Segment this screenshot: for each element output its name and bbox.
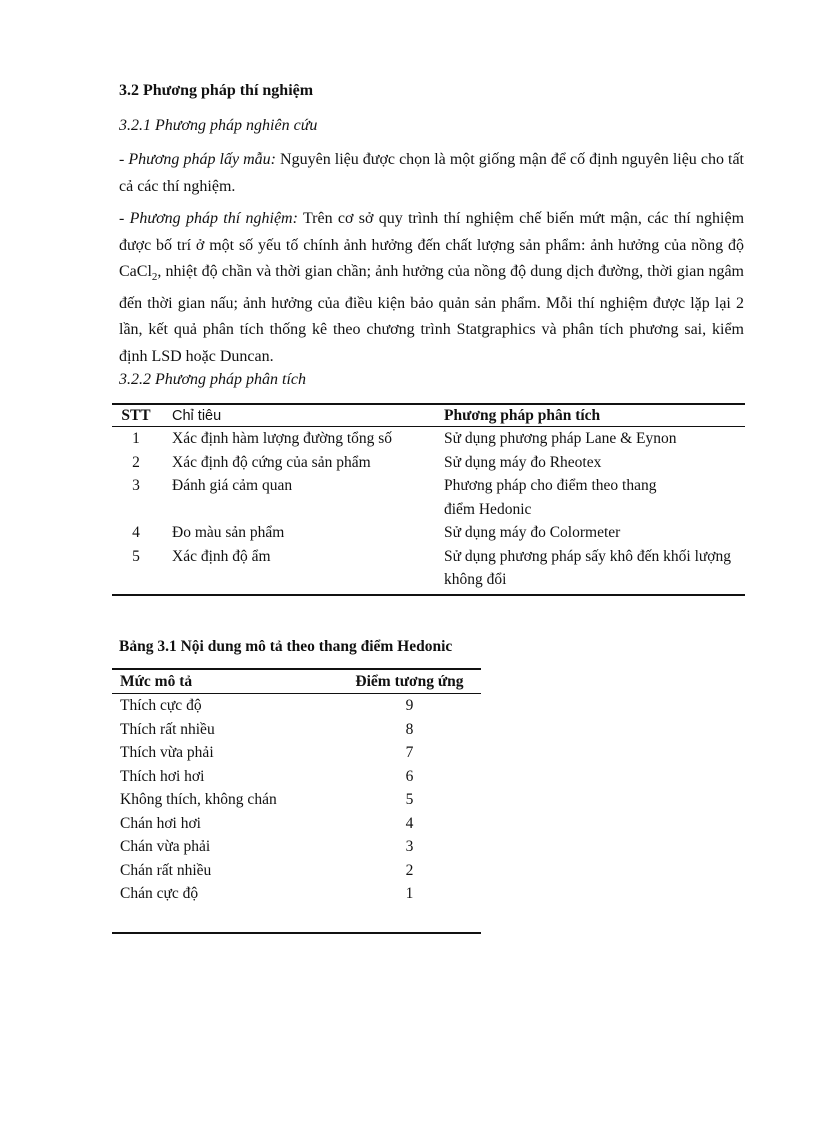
table-row — [112, 882, 481, 906]
table-row — [112, 521, 745, 545]
row-score: 3 — [405, 838, 414, 855]
row-method: Sử dụng phương pháp sấy khô đến khối lượng không đổi — [440, 545, 745, 595]
row-level: Thích cực độ — [120, 697, 202, 714]
experiment-method-paragraph — [119, 206, 744, 370]
row-criteria: Đánh giá cảm quan — [172, 477, 293, 494]
header-score: Điểm tương ứng — [338, 669, 481, 694]
row-level: Thích vừa phải — [120, 744, 214, 761]
sampling-method-paragraph — [119, 147, 744, 200]
table-row — [112, 859, 481, 883]
row-criteria: Đo màu sản phẩm — [172, 524, 285, 541]
table-row — [112, 545, 745, 595]
table-row — [112, 812, 481, 836]
row-level: Không thích, không chán — [120, 791, 277, 808]
row-level: Thích hơi hơi — [120, 767, 205, 785]
table-row — [112, 718, 481, 742]
experiment-method-text-2: , nhiệt độ chần và thời gian chần; ảnh hưởng của nồng độ dung dịch đường, thời gian ngâm đến thời gian nấu; ảnh hưởng của điều kiện bảo quản sản phẩm. Mỗi thí nghiệm được lặp lại 2 lần, kết quả phân tích thống kê theo chương trình Statgraphics và phân tích phương sai, kiểm định LSD hoặc Duncan. — [119, 263, 744, 365]
table-bottom-rule — [112, 906, 481, 933]
row-score: 9 — [405, 697, 414, 714]
table-row — [112, 741, 481, 765]
row-stt: 2 — [132, 453, 140, 471]
table-row — [112, 474, 745, 521]
experiment-method-label: - Phương pháp thí nghiệm: — [119, 210, 298, 227]
table-row — [112, 835, 481, 859]
row-method: Sử dụng phương pháp Lane & Eynon — [444, 430, 677, 447]
table-bottom-spacer-right — [338, 906, 481, 933]
table-row — [112, 694, 481, 718]
table-header-row — [112, 404, 745, 427]
row-score: 8 — [405, 720, 414, 738]
table-header-row — [112, 669, 481, 694]
header-method: Phương pháp phân tích — [440, 404, 745, 427]
table-bottom-spacer-left — [112, 906, 338, 933]
row-level: Chán vừa phải — [120, 838, 211, 855]
row-score: 7 — [405, 744, 414, 761]
analysis-method-table — [112, 403, 745, 596]
row-score: 1 — [405, 885, 414, 902]
header-level: Mức mô tả — [112, 669, 338, 694]
row-level: Chán hơi hơi — [120, 814, 201, 832]
row-criteria: Xác định độ cứng của sản phẩm — [172, 453, 371, 471]
sampling-method-text: Nguyên liệu được chọn là một giống mận để cố định nguyên liệu cho tất cả các thí nghiệm. — [119, 151, 745, 195]
row-method: Phương pháp cho điểm theo thang điểm Hedonic — [444, 477, 657, 518]
row-method: Sử dụng máy đo Colormeter — [444, 524, 621, 541]
table-row — [112, 765, 481, 789]
header-criteria: Chỉ tiêu — [160, 404, 440, 427]
row-stt: 5 — [112, 545, 160, 595]
row-stt: 3 — [132, 477, 140, 494]
row-stt: 4 — [132, 524, 140, 541]
table-row — [112, 451, 745, 475]
sampling-method-label: - Phương pháp lấy mẫu: — [119, 151, 276, 168]
row-level: Thích rất nhiều — [120, 720, 215, 738]
subsection-research-method: 3.2.1 Phương pháp nghiên cứu — [119, 117, 318, 134]
row-criteria: Xác định độ ẩm — [160, 545, 440, 595]
row-method: Sử dụng máy đo Rheotex — [444, 453, 602, 471]
hedonic-scale-table — [112, 668, 481, 934]
row-level: Chán rất nhiều — [120, 861, 212, 879]
experiment-method-text-1: Trên cơ sở quy trình thí nghiệm chế biến mứt mận, các thí nghiệm được bố trí ở một số yếu tố chính ảnh hưởng đến chất lượng sản phẩm: ảnh hưởng của nồng độ CaCl — [119, 210, 745, 280]
section-heading: 3.2 Phương pháp thí nghiệm — [119, 82, 314, 99]
table-row — [112, 427, 745, 451]
row-stt: 1 — [132, 430, 140, 447]
row-score: 4 — [405, 814, 414, 832]
row-criteria: Xác định hàm lượng đường tổng số — [172, 430, 393, 447]
row-score: 5 — [405, 791, 414, 808]
cacl2-subscript: 2 — [151, 271, 158, 284]
row-score: 2 — [405, 861, 414, 879]
row-score: 6 — [405, 767, 414, 785]
table-row — [112, 788, 481, 812]
hedonic-table-caption: Bảng 3.1 Nội dung mô tả theo thang điểm Hedonic — [119, 638, 453, 655]
header-stt: STT — [112, 404, 160, 427]
subsection-analysis-method: 3.2.2 Phương pháp phân tích — [119, 371, 307, 388]
row-level: Chán cực độ — [120, 885, 199, 902]
